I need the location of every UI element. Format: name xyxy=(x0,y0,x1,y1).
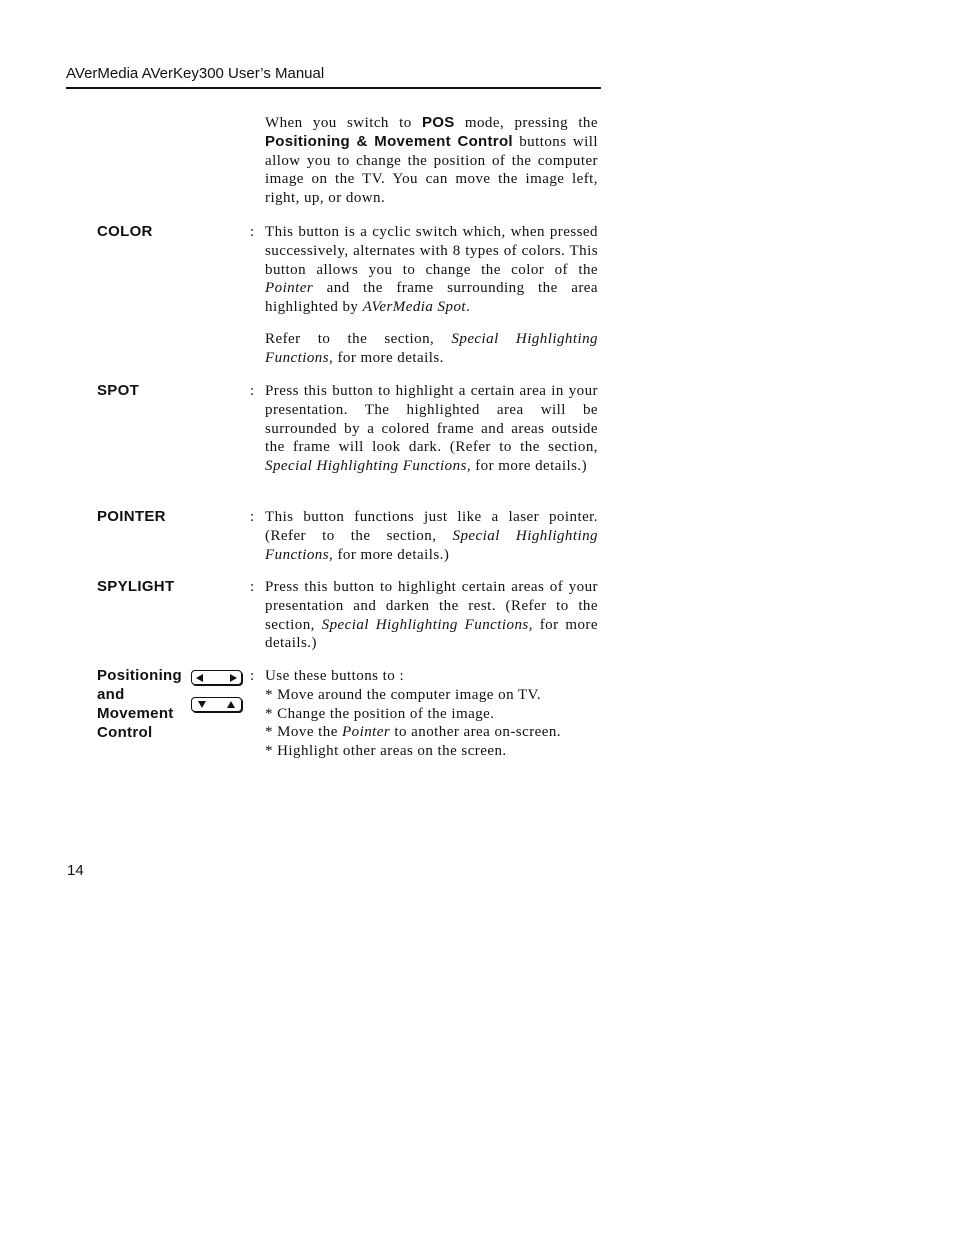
positioning-term-line-4: Control xyxy=(97,724,153,741)
right-arrow-icon xyxy=(230,674,237,682)
color-term: COLOR xyxy=(97,223,153,240)
bullet-3-text-2: to another area on-screen. xyxy=(390,724,562,741)
bullet-3-pointer-italic: Pointer xyxy=(342,724,391,741)
spot-text-1: Press this button to highlight a certain area in your presentation. The highlighted area will be surrounded by a colored frame and areas outside the frame will look dark. (Refer to the section, xyxy=(265,383,598,456)
color-text-3: . xyxy=(466,299,471,316)
color-ref-italic: Special Highlighting Functions xyxy=(265,331,598,366)
pointer-colon: : xyxy=(250,509,255,525)
spylight-text-1: Press this button to highlight certain areas of your presentation and darken the rest. (Refer to the section, xyxy=(265,579,598,633)
positioning-description xyxy=(265,667,605,761)
color-ref-text-2: , for more details. xyxy=(329,349,444,366)
positioning-bullet-4: * Highlight other areas on the screen. xyxy=(265,743,507,760)
positioning-colon: : xyxy=(250,668,255,684)
color-ref-text-1: Refer to the section, xyxy=(265,331,452,347)
pointer-ref-italic: Special Highlighting Functions xyxy=(265,527,598,563)
pointer-term: POINTER xyxy=(97,508,166,525)
positioning-term xyxy=(97,666,182,742)
positioning-lead: Use these buttons to : xyxy=(265,668,405,684)
spot-description xyxy=(265,382,598,476)
pointer-description xyxy=(265,508,598,564)
color-description xyxy=(265,223,598,317)
color-spot-italic: AVerMedia Spot xyxy=(362,299,467,316)
intro-text-2: mode, pressing the xyxy=(454,115,598,131)
left-arrow-icon xyxy=(196,674,203,682)
up-arrow-icon xyxy=(227,701,235,708)
pointer-text-2: , for more details.) xyxy=(329,546,450,563)
spot-text-2: , for more details.) xyxy=(466,458,588,475)
left-right-button-pair xyxy=(191,670,242,685)
positioning-movement-control-label: Positioning & Movement Control xyxy=(265,132,513,150)
spylight-description xyxy=(265,578,598,653)
spot-ref-italic: Special Highlighting Functions xyxy=(265,458,467,475)
color-reference xyxy=(265,330,598,368)
positioning-term-line-1: Positioning xyxy=(97,667,182,684)
running-header: AVerMedia AVerKey300 User’s Manual xyxy=(66,64,601,89)
spylight-text-2: , for more details.) xyxy=(265,616,598,652)
spylight-term: SPYLIGHT xyxy=(97,578,175,595)
color-text-1: This button is a cyclic switch which, when pressed successively, alternates with 8 types of colors. This button allows you to change the color of the xyxy=(265,224,598,278)
down-up-button-pair xyxy=(191,697,242,712)
spylight-colon: : xyxy=(250,579,255,595)
intro-paragraph xyxy=(265,114,598,208)
page-number: 14 xyxy=(67,862,84,879)
spot-term: SPOT xyxy=(97,382,140,399)
down-arrow-icon xyxy=(198,701,206,708)
color-colon: : xyxy=(250,224,255,240)
positioning-bullet-1: * Move around the computer image on TV. xyxy=(265,686,542,703)
pointer-text-1: This button functions just like a laser pointer. (Refer to the section, xyxy=(265,509,598,544)
spylight-ref-italic: Special Highlighting Functions xyxy=(321,616,529,633)
bullet-3-text-1: * Move the xyxy=(265,724,343,741)
positioning-term-line-2: and xyxy=(97,686,125,703)
positioning-bullet-2: * Change the position of the image. xyxy=(265,705,495,722)
intro-text-3: buttons will allow you to change the position of the computer image on the TV. You can move the image left, right, up, or down. xyxy=(265,133,599,207)
spot-colon: : xyxy=(250,383,255,399)
intro-text-1: When you switch to xyxy=(265,115,422,131)
positioning-bullet-3 xyxy=(265,723,605,742)
pos-mode-label: POS xyxy=(422,114,455,131)
positioning-term-line-3: Movement xyxy=(97,705,174,722)
color-text-2: and the frame surrounding the area highlighted by xyxy=(265,280,598,316)
color-pointer-italic: Pointer xyxy=(265,280,314,297)
